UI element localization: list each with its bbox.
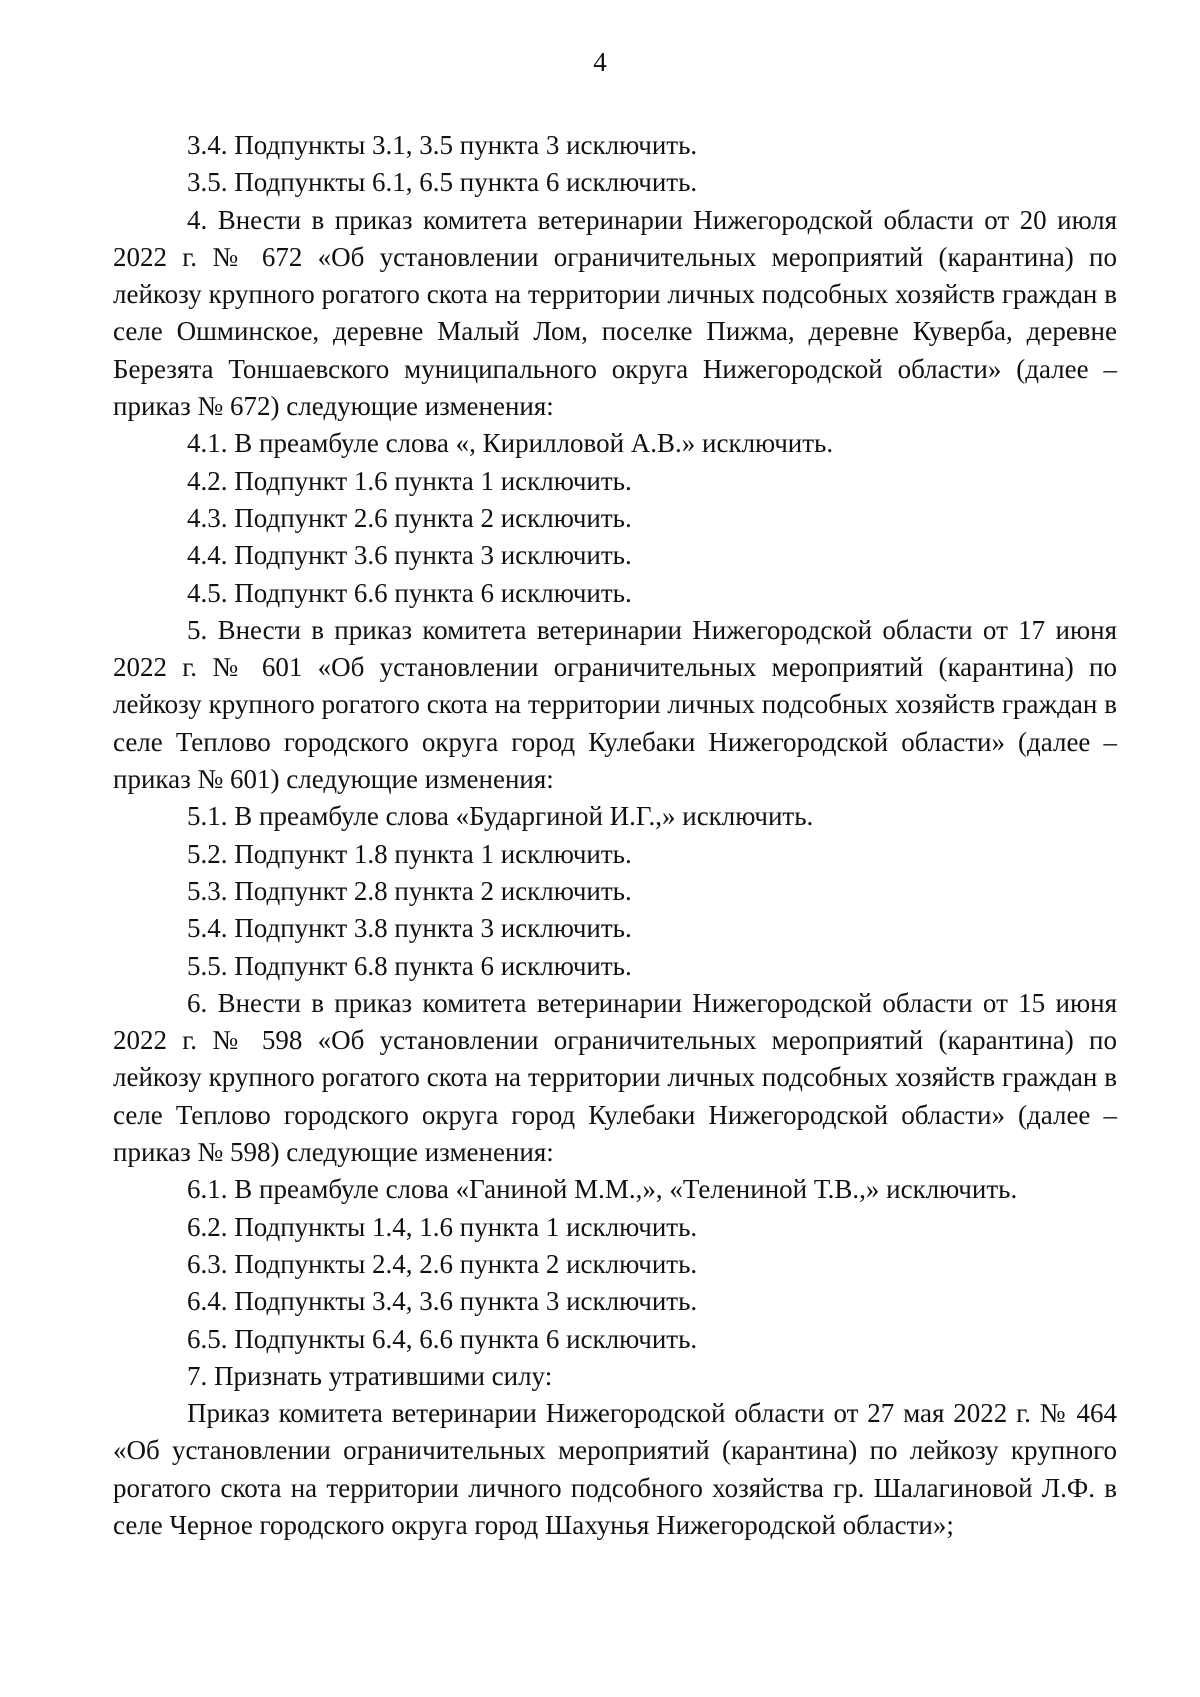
paragraph-5-1: 5.1. В преамбуле слова «Бударгиной И.Г.,» исключить. bbox=[187, 801, 814, 832]
paragraph-7: 7. Признать утратившими силу: bbox=[187, 1360, 553, 1391]
paragraph-4-5: 4.5. Подпункт 6.6 пункта 6 исключить. bbox=[187, 577, 632, 608]
paragraph-6-3: 6.3. Подпункты 2.4, 2.6 пункта 2 исключить. bbox=[187, 1248, 698, 1279]
paragraph-5-4: 5.4. Подпункт 3.8 пункта 3 исключить. bbox=[187, 913, 632, 944]
paragraph-4-2: 4.2. Подпункт 1.6 пункта 1 исключить. bbox=[187, 465, 632, 496]
paragraph-3-5: 3.5. Подпункты 6.1, 6.5 пункта 6 исключить. bbox=[187, 167, 698, 198]
paragraph-6-2: 6.2. Подпункты 1.4, 1.6 пункта 1 исключить. bbox=[187, 1211, 698, 1242]
paragraph-5-5: 5.5. Подпункт 6.8 пункта 6 исключить. bbox=[187, 950, 632, 981]
paragraph-4-4: 4.4. Подпункт 3.6 пункта 3 исключить. bbox=[187, 540, 632, 571]
paragraph-6-1: 6.1. В преамбуле слова «Ганиной М.М.,», «Телениной Т.В.,» исключить. bbox=[187, 1174, 1018, 1205]
paragraph-6: 6. Внести в приказ комитета ветеринарии Нижегородской области от 15 июня 2022 г. № 598 «Об установлении ограничительных мероприятий (карантина) по лейкозу крупного рогатого скота на территории личных подсобных хозяйств граждан в селе Теплово городского округа город Кулебаки Нижегородской области» (далее – приказ № 598) следующие изменения: bbox=[113, 987, 1117, 1168]
paragraph-6-5: 6.5. Подпункты 6.4, 6.6 пункта 6 исключить. bbox=[187, 1323, 698, 1354]
paragraph-5-3: 5.3. Подпункт 2.8 пункта 2 исключить. bbox=[187, 875, 632, 906]
paragraph-4-3: 4.3. Подпункт 2.6 пункта 2 исключить. bbox=[187, 502, 632, 533]
page-number: 4 bbox=[593, 47, 607, 77]
document-body bbox=[113, 127, 1117, 1544]
paragraph-3-4: 3.4. Подпункты 3.1, 3.5 пункта 3 исключить. bbox=[187, 130, 698, 160]
paragraph-6-4: 6.4. Подпункты 3.4, 3.6 пункта 3 исключить. bbox=[187, 1286, 698, 1317]
paragraph-4-1: 4.1. В преамбуле слова «, Кирилловой А.В.» исключить. bbox=[187, 428, 834, 459]
paragraph-5: 5. Внести в приказ комитета ветеринарии Нижегородской области от 17 июня 2022 г. № 601 «Об установлении ограничительных мероприятий (карантина) по лейкозу крупного рогатого скота на территории личных подсобных хозяйств граждан в селе Теплово городского округа город Кулебаки Нижегородской области» (далее – приказ № 601) следующие изменения: bbox=[113, 614, 1117, 795]
paragraph-4: 4. Внести в приказ комитета ветеринарии Нижегородской области от 20 июля 2022 г. № 672 «Об установлении ограничительных мероприятий (карантина) по лейкозу крупного рогатого скота на территории личных подсобных хозяйств граждан в селе Ошминское, деревне Малый Лом, поселке Пижма, деревне Куверба, деревне Березята Тоншаевского муниципального округа Нижегородской области» (далее – приказ № 672) следующие изменения: bbox=[113, 204, 1117, 422]
paragraph-7-order-464: Приказ комитета ветеринарии Нижегородской области от 27 мая 2022 г. № 464 «Об установлении ограничительных мероприятий (карантина) по лейкозу крупного рогатого скота на территории личного подсобного хозяйства гр. Шалагиновой Л.Ф. в селе Черное городского округа город Шахунья Нижегородской области»; bbox=[113, 1398, 1117, 1540]
paragraph-5-2: 5.2. Подпункт 1.8 пункта 1 исключить. bbox=[187, 838, 632, 869]
